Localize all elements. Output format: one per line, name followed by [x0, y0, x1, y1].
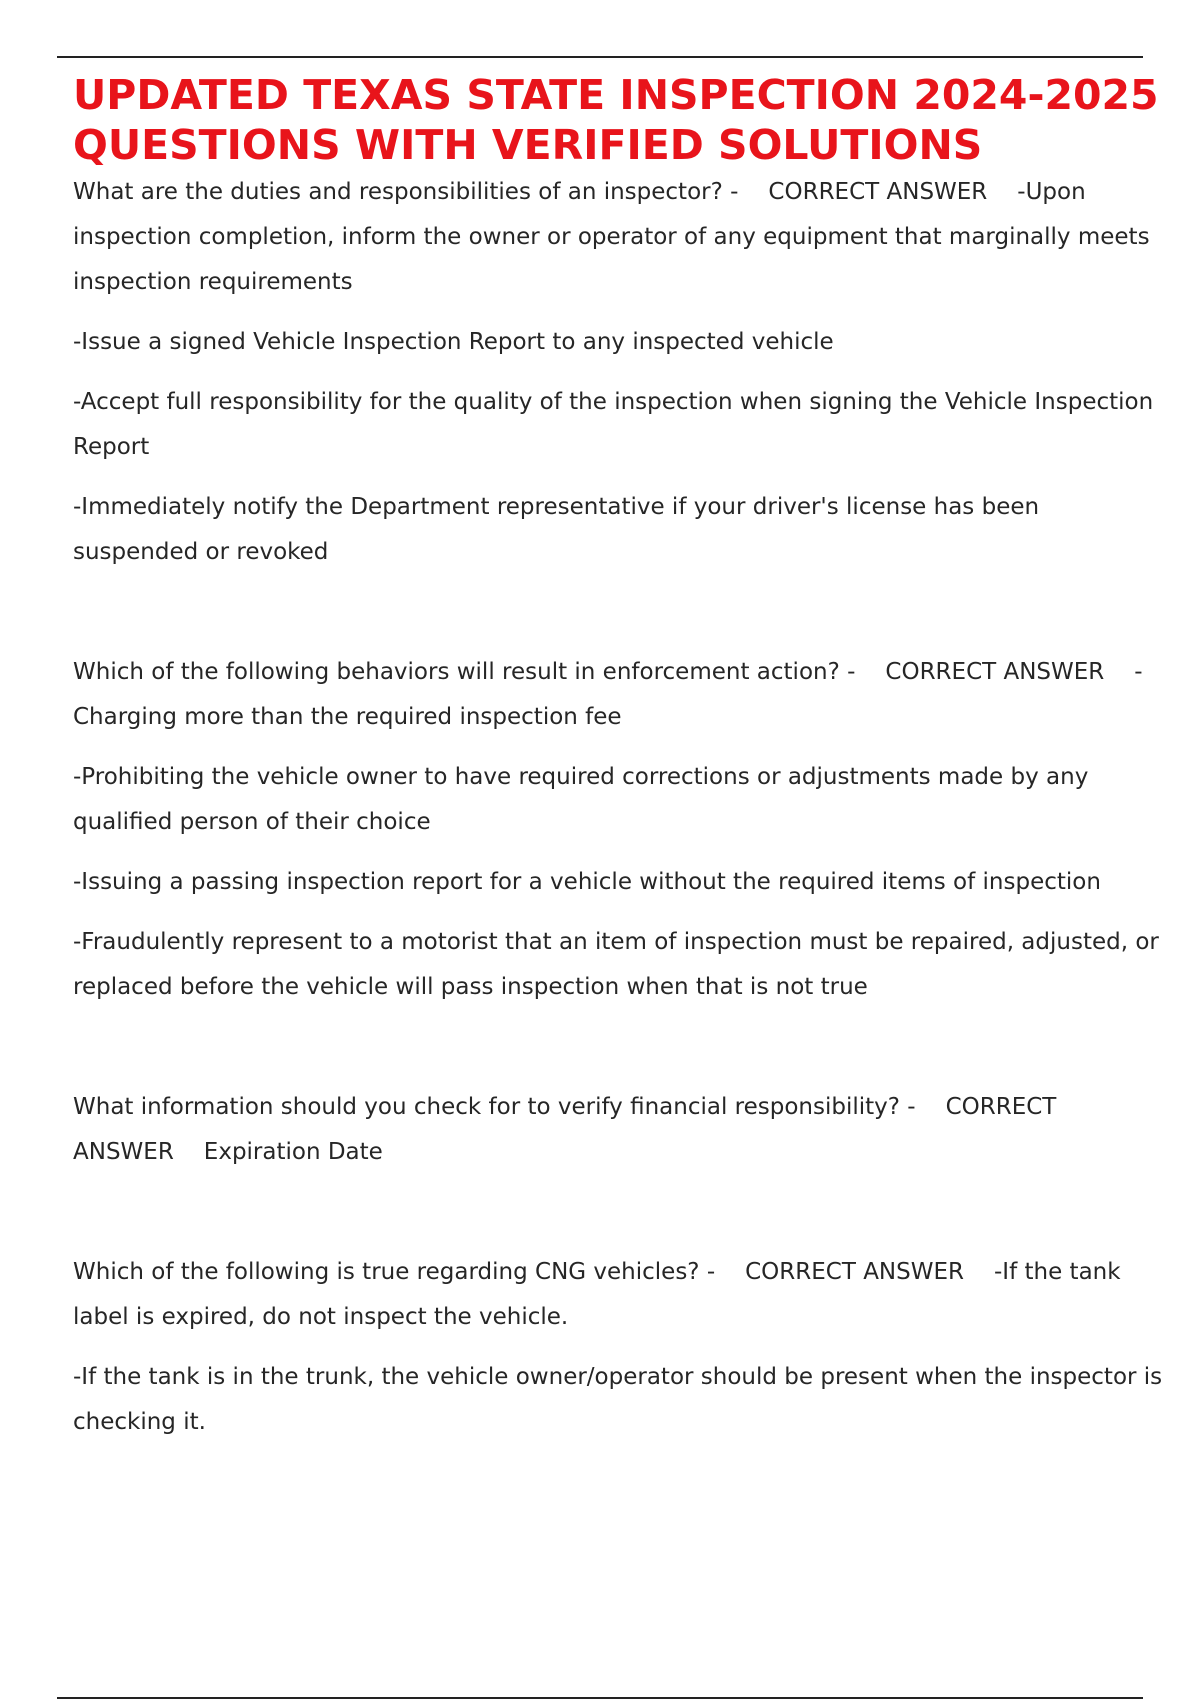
question-text: What information should you check for to verify financial responsibility? -: [73, 1094, 916, 1120]
answer-item: -Accept full responsibility for the quality of the inspection when signing the Vehicle Inspection Report: [73, 389, 1154, 460]
question-paragraph: [73, 170, 1163, 305]
question-text: What are the duties and responsibilities of an inspector? -: [73, 179, 739, 205]
answer-text: -Charging more than the required inspection fee: [73, 659, 1143, 730]
question-paragraph: [73, 650, 1163, 740]
correct-answer-label: CORRECT ANSWER: [73, 1094, 1057, 1165]
top-rule: [57, 56, 1143, 58]
answer-item: -If the tank is in the trunk, the vehicle owner/operator should be present when the inspector is checking it.: [73, 1364, 1163, 1435]
correct-answer-label: CORRECT ANSWER: [768, 179, 988, 205]
question-paragraph: [73, 1250, 1163, 1340]
qa-block: [73, 170, 1163, 575]
qa-block: [73, 1085, 1163, 1175]
correct-answer-label: CORRECT ANSWER: [885, 659, 1105, 685]
question-text: Which of the following behaviors will result in enforcement action? -: [73, 659, 856, 685]
question-text: Which of the following is true regarding CNG vehicles? -: [73, 1259, 716, 1285]
answer-item: -Issue a signed Vehicle Inspection Report to any inspected vehicle: [73, 329, 834, 355]
answer-item: -Prohibiting the vehicle owner to have required corrections or adjustments made by any qualified person of their choice: [73, 764, 1089, 835]
question-paragraph: [73, 1085, 1163, 1175]
answer-text: Expiration Date: [203, 1139, 383, 1165]
answer-item: -Issuing a passing inspection report for a vehicle without the required items of inspection: [73, 869, 1101, 895]
qa-block: [73, 650, 1163, 1010]
qa-block: [73, 1250, 1163, 1445]
answer-item: -Fraudulently represent to a motorist that an item of inspection must be repaired, adjusted, or replaced before the vehicle will pass inspection when that is not true: [73, 929, 1159, 1000]
bottom-rule: [57, 1697, 1143, 1699]
document-body: [73, 70, 1163, 1460]
answer-item: -Immediately notify the Department representative if your driver's license has been suspended or revoked: [73, 494, 1040, 565]
correct-answer-label: CORRECT ANSWER: [745, 1259, 964, 1285]
answer-text: -If the tank label is expired, do not inspect the vehicle.: [73, 1259, 1121, 1330]
answer-text: -Upon inspection completion, inform the owner or operator of any equipment that marginally meets inspection requirements: [73, 179, 1150, 295]
document-title: UPDATED TEXAS STATE INSPECTION 2024-2025 QUESTIONS WITH VERIFIED SOLUTIONS: [73, 71, 1159, 169]
